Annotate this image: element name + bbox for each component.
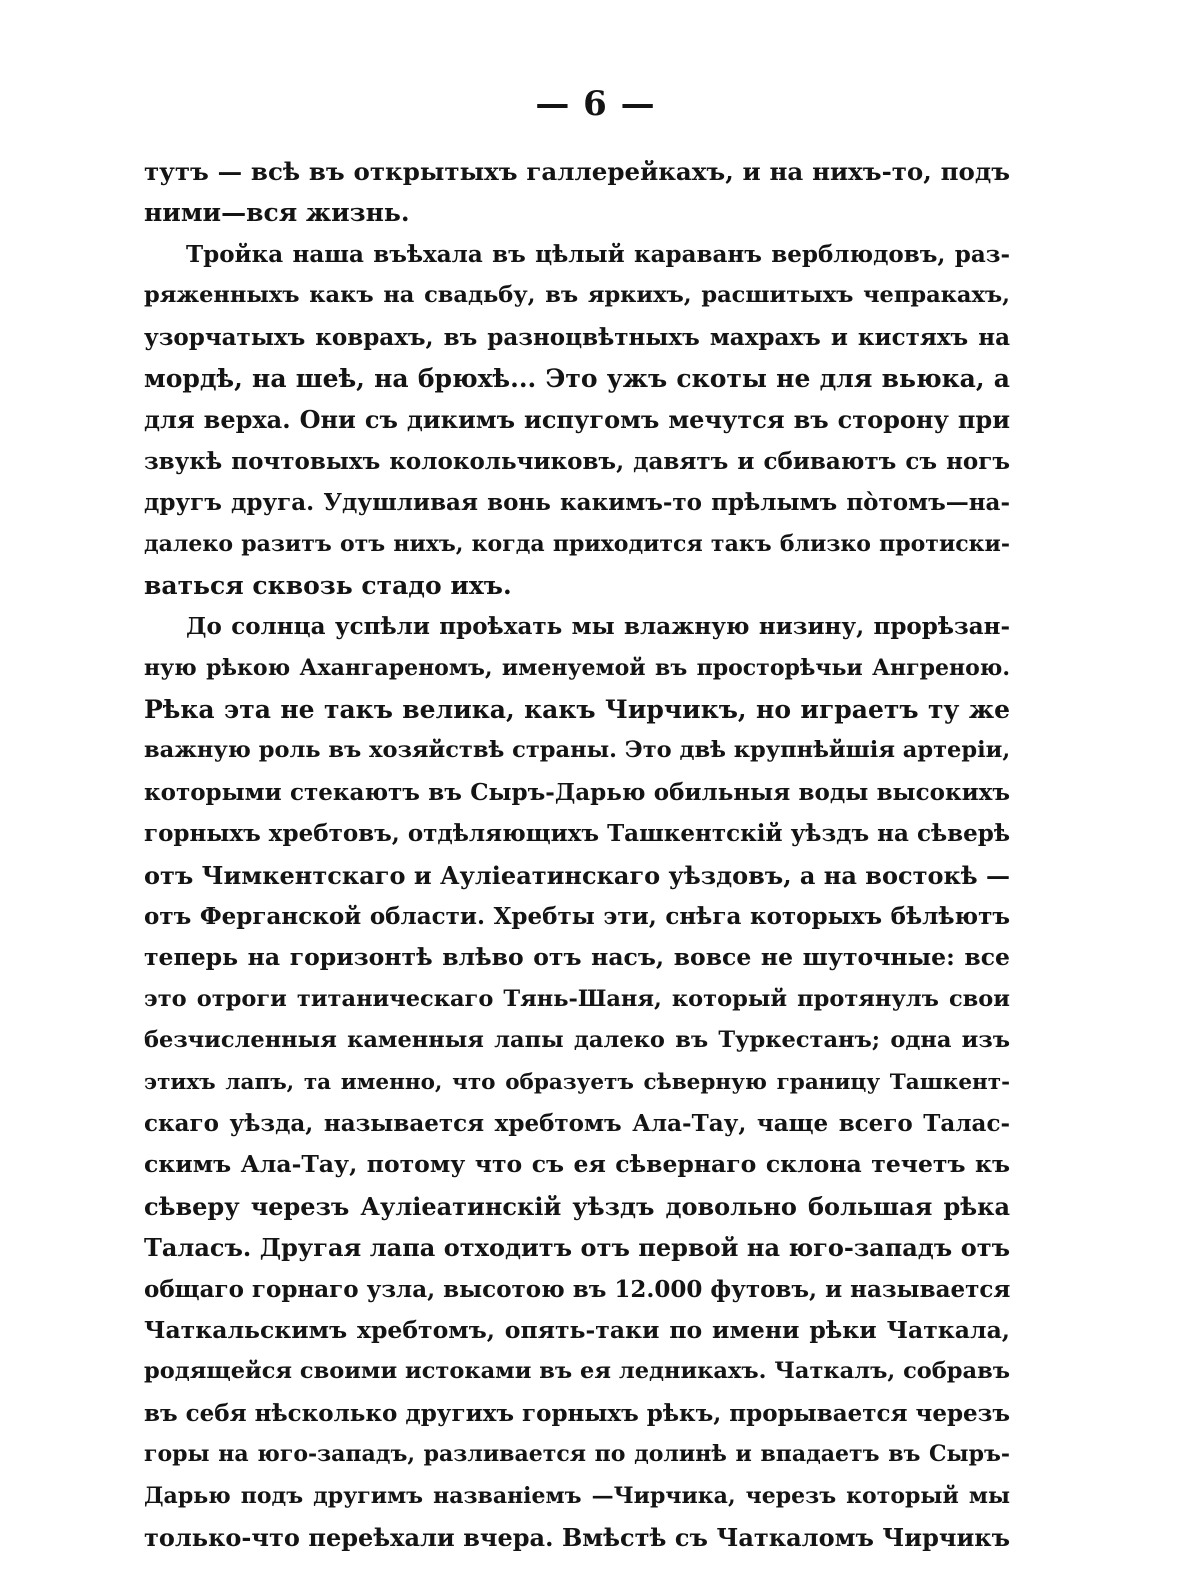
text-line: отъ Чимкентскаго и Ауліеатинскаго уѣздовъ, а на востокѣ — <box>144 860 1010 890</box>
text-line: До солнца успѣли проѣхать мы влажную низину, прорѣзан- <box>186 613 1010 641</box>
text-line: Чаткальскимъ хребтомъ, опять-таки по имени рѣки Чаткала, <box>144 1315 1010 1344</box>
paragraph <box>144 234 1010 607</box>
paragraph <box>144 606 1010 1558</box>
text-line: отъ Ферганской области. Хребты эти, снѣга которыхъ бѣлѣютъ <box>144 903 1010 931</box>
text-line: важную роль въ хозяйствѣ страны. Это двѣ крупнѣйшія артеріи, <box>144 737 1010 764</box>
text-line: другъ друга. Удушливая вонь какимъ-то прѣлымъ пòтомъ—на- <box>144 489 1010 517</box>
text-line: скимъ Ала-Тау, потому что съ ея сѣвернаго склона течетъ къ <box>144 1150 1010 1179</box>
text-line: узорчатыхъ коврахъ, въ разноцвѣтныхъ махрахъ и кистяхъ на <box>144 323 1010 351</box>
text-line: которыми стекаютъ въ Сыръ-Дарью обильныя воды высокихъ <box>144 778 1010 806</box>
text-line: безчисленныя каменныя лапы далеко въ Туркестанъ; одна изъ <box>144 1027 1010 1054</box>
body-text <box>144 151 1010 1558</box>
paragraph <box>144 151 1010 234</box>
text-line: это отроги титаническаго Тянь-Шаня, который протянулъ свои <box>144 985 1010 1012</box>
text-line: далеко разитъ отъ нихъ, когда приходится такъ близко протиски- <box>144 530 1010 557</box>
text-line: скаго уѣзда, называется хребтомъ Ала-Тау, чаще всего Талас- <box>144 1109 1010 1137</box>
text-line: для верха. Они съ дикимъ испугомъ мечутся въ сторону при <box>144 405 1010 435</box>
text-line: мордѣ, на шеѣ, на брюхѣ... Это ужъ скоты не для вьюка, а <box>144 363 1010 393</box>
text-line: только-что переѣхали вчера. Вмѣстѣ съ Чаткаломъ Чирчикъ <box>144 1522 1010 1552</box>
text-line: общаго горнаго узла, высотою въ 12.000 футовъ, и называется <box>144 1275 1010 1303</box>
text-line: теперь на горизонтѣ влѣво отъ насъ, вовсе не шуточные: все <box>144 943 1010 972</box>
text-line: ную рѣкою Ахангареномъ, именуемой въ просторѣчьи Ангреною. <box>144 654 1010 681</box>
text-line: сѣверу черезъ Ауліеатинскій уѣздъ довольно большая рѣка <box>144 1191 1010 1221</box>
text-line: ряженныхъ какъ на свадьбу, въ яркихъ, расшитыхъ чепракахъ, <box>144 282 1010 309</box>
text-line: Рѣка эта не такъ велика, какъ Чирчикъ, но играетъ ту же <box>144 695 1010 725</box>
text-line: ваться сквозь стадо ихъ. <box>144 570 512 600</box>
text-line: тутъ — всѣ въ открытыхъ галлерейкахъ, и на нихъ-то, подъ <box>144 157 1010 186</box>
text-line: въ себя нѣсколько другихъ горныхъ рѣкъ, прорывается черезъ <box>144 1399 1010 1427</box>
page-number: — 6 — <box>535 84 656 124</box>
text-line: горы на юго-западъ, разливается по долинѣ и впадаетъ въ Сыръ- <box>144 1441 1010 1468</box>
text-line: горныхъ хребтовъ, отдѣляющихъ Ташкентскій уѣздъ на сѣверѣ <box>144 820 1010 848</box>
text-line: ними—вся жизнь. <box>144 198 410 228</box>
text-line: этихъ лапъ, та именно, что образуетъ сѣверную границу Ташкент- <box>144 1069 1010 1095</box>
text-line: Дарью подъ другимъ названіемъ —Чирчика, черезъ который мы <box>144 1482 1010 1509</box>
text-line: Тройка наша въѣхала въ цѣлый караванъ верблюдовъ, раз- <box>186 240 1010 268</box>
text-line: Таласъ. Другая лапа отходитъ отъ первой на юго-западъ отъ <box>144 1233 1010 1263</box>
text-line: звукѣ почтовыхъ колокольчиковъ, давятъ и сбиваютъ съ ногъ <box>144 447 1010 475</box>
text-line: родящейся своими истоками въ ея ледникахъ. Чаткалъ, собравъ <box>144 1358 1010 1385</box>
